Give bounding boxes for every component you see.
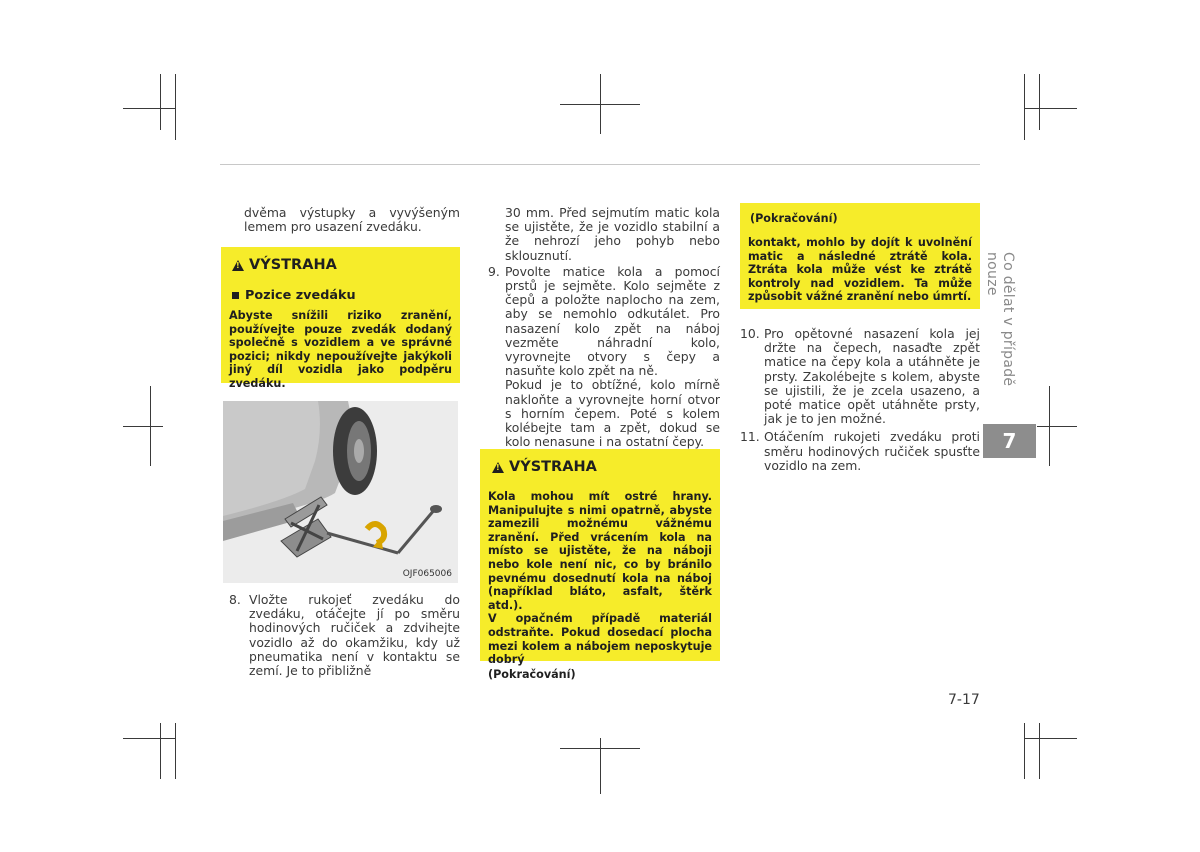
intro-text: dvěma výstupky a vyvýšeným lemem pro usazení zvedáku. xyxy=(244,205,460,235)
crop-mark xyxy=(1024,74,1025,140)
square-bullet-icon xyxy=(232,292,239,299)
step-8 xyxy=(229,593,460,678)
crop-mark xyxy=(560,748,640,749)
warning-box-jack-position xyxy=(221,247,460,390)
crop-mark xyxy=(1039,74,1040,130)
continued-label: (Pokračování) xyxy=(750,212,838,225)
column-3 xyxy=(740,327,980,473)
warning-content xyxy=(488,490,712,681)
step-9 xyxy=(488,265,720,450)
step-text-2: Pokud je to obtížné, kolo mírně nakloňte a vyrovnejte horní otvor s horním čepem. Poté s kolem kolébejte tam a zpět, dokud se kolo nenasune i na ostatní čepy. xyxy=(505,377,720,450)
crop-mark xyxy=(175,74,176,140)
warning-subtitle-text: Pozice zvedáku xyxy=(245,288,356,303)
crop-mark xyxy=(160,74,161,130)
warning-title xyxy=(232,257,337,273)
step-11 xyxy=(740,430,980,473)
chapter-tab: 7 xyxy=(983,424,1036,458)
column-1 xyxy=(244,206,460,234)
crop-mark xyxy=(123,426,163,427)
crop-mark xyxy=(123,108,176,109)
crop-mark xyxy=(1024,738,1077,739)
step-text: Pro opětovné nasazení kola jej držte na čepech, nasaďte zpět matice na čepy kola a utáhněte je prsty. Zakolébejte s kolem, abyste se ujistili, že je zcela usazeno, a poté matice opět utáhněte prsty, jak je to jen možné. xyxy=(764,326,980,427)
step-10 xyxy=(740,327,980,426)
column-2 xyxy=(488,206,720,449)
continued-text: 30 mm. Před sejmutím matic kola se ujistěte, že je vozidlo stabilní a že nehrozí jeho pohyb nebo sklouznutí. xyxy=(505,205,720,263)
crop-mark xyxy=(175,723,176,779)
crop-mark xyxy=(560,104,640,105)
warning-title xyxy=(492,459,597,475)
warning-body-2: V opačném případě materiál odstraňte. Pokud dosedací plocha mezi kolem a nábojem neposkytuje dobrý xyxy=(488,612,712,667)
header-rule xyxy=(220,164,980,165)
step-number: 8. xyxy=(229,592,241,607)
crop-mark xyxy=(1037,426,1077,427)
warning-subtitle xyxy=(232,288,356,303)
crop-mark xyxy=(1024,723,1025,779)
warning-box-continued xyxy=(740,203,980,309)
page-number: 7-17 xyxy=(948,692,980,708)
warning-body: kontakt, mohlo by dojít k uvolnění matic a následné ztrátě kola. Ztráta kola může vést ke ztrátě kontroly nad vozidlem. Ta může způsobit vážné zranění nebo úmrtí. xyxy=(748,236,972,304)
warning-body: Kola mohou mít ostré hrany. Manipulujte s nimi opatrně, abyste zamezili možnému vážnému zranění. Před vrácením kola na místo se ujistěte, že na náboji nebo kole není nic, co by bránilo pevnému dosednutí kola na náboj (například bláto, asfalt, štěrk atd.). xyxy=(488,490,712,612)
jack-illustration xyxy=(223,401,458,583)
step-number: 9. xyxy=(488,263,500,279)
column-1-step8 xyxy=(229,593,460,678)
car-jack-figure-icon xyxy=(223,401,458,583)
warning-triangle-icon xyxy=(232,260,244,271)
step-text: Povolte matice kola a pomocí prstů je sejměte. Kolo sejměte z čepů a položte naplocho na zem, aby se nemohlo odkutálet. Pro nasazení kolo zpět na náboj vezměte náhradní kolo, vyrovnejte otvory s čepy a nasuňte kolo zpět na ně. xyxy=(505,263,720,379)
crop-mark xyxy=(600,738,601,794)
step-number: 11. xyxy=(740,429,760,445)
step-text: Vložte rukojeť zvedáku do zvedáku, otáčejte jí po směru hodinových ručiček a zdvihejte vozidlo až do okamžiku, kdy už pneumatika není v kontaktu se zemí. Je to přibližně xyxy=(249,592,460,679)
crop-mark xyxy=(1024,108,1077,109)
warning-body: Abyste snížili riziko zranění, používejte pouze zvedák dodaný společně s vozidlem a ve správné pozici; nikdy nepoužívejte jakýkoli jiný díl vozidla jako podpěru zvedáku. xyxy=(229,309,452,390)
warning-title-text: VÝSTRAHA xyxy=(509,459,597,475)
warning-triangle-icon xyxy=(492,462,504,473)
crop-mark xyxy=(1039,723,1040,779)
continued-label: (Pokračování) xyxy=(488,667,576,681)
crop-mark xyxy=(160,723,161,779)
section-title-vertical: Co dělat v případě nouze xyxy=(984,252,1016,387)
step-number: 10. xyxy=(740,326,760,341)
figure-label: OJF065006 xyxy=(402,569,452,579)
warning-box-sharp-edges xyxy=(480,449,720,681)
step-text: Otáčením rukojeti zvedáku proti směru hodinových ručiček spusťte vozidlo na zem. xyxy=(764,429,980,473)
warning-title-text: VÝSTRAHA xyxy=(249,257,337,273)
crop-mark xyxy=(123,738,176,739)
